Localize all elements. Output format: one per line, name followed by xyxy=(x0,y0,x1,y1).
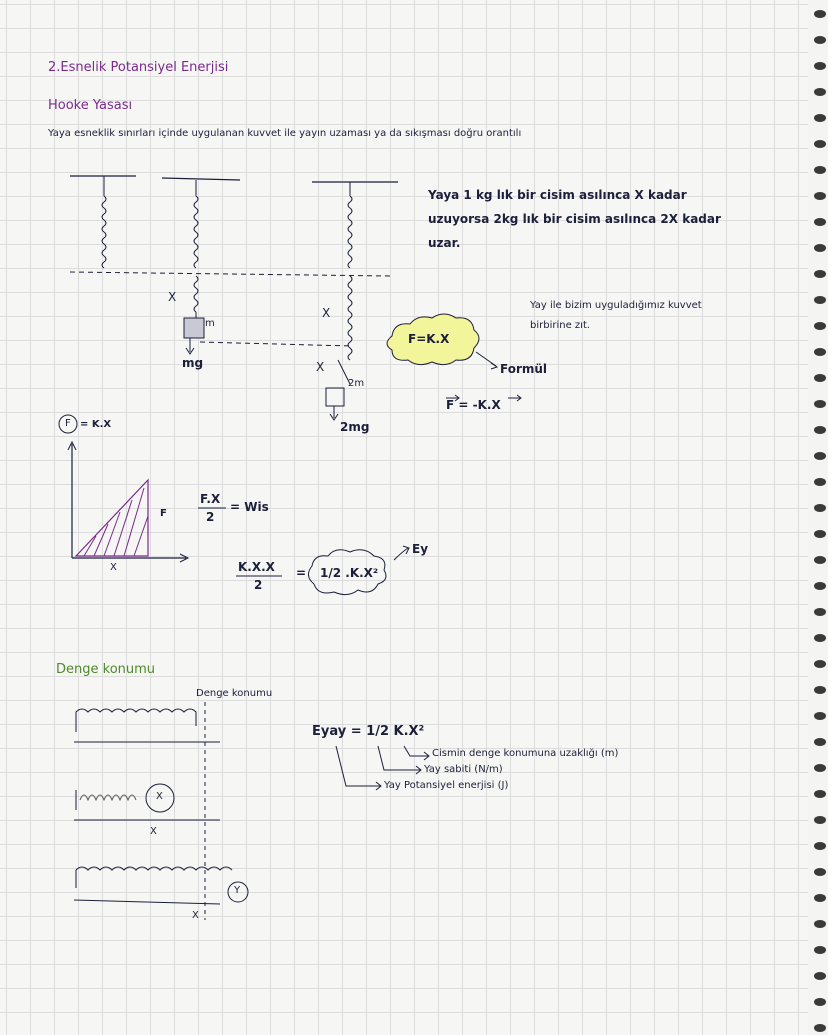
eyay-note3: Yay Potansiyel enerjisi (J) xyxy=(384,780,509,791)
energy-num: K.X.X xyxy=(238,560,275,574)
graph-side-label: F xyxy=(160,508,167,519)
note2-line1: Yay ile bizim uyguladığımız kuvvet xyxy=(530,300,702,311)
twom-label: 2m xyxy=(348,378,365,389)
energy-den: 2 xyxy=(254,578,263,592)
denge-label: Denge konumu xyxy=(196,688,273,699)
denge-y-ball: Y xyxy=(234,885,241,896)
formula-cloud-text: F=K.X xyxy=(408,332,450,346)
graph-y-circle: F xyxy=(65,418,71,429)
hooke-title: Hooke Yasası xyxy=(48,98,133,113)
eyay-note1: Cismin denge konumuna uzaklığı (m) xyxy=(432,748,619,759)
note1-line3: uzar. xyxy=(428,236,461,250)
x-label-b: X xyxy=(322,306,331,320)
work-num: F.X xyxy=(200,492,221,506)
x-label-a: X xyxy=(168,290,177,304)
x-label-c: X xyxy=(316,360,325,374)
denge-title: Denge konumu xyxy=(56,662,156,677)
denge-x-below: X xyxy=(150,826,157,837)
denge-x-bottom: X xyxy=(192,910,199,921)
twomg-label: 2mg xyxy=(340,420,370,434)
work-den: 2 xyxy=(206,510,215,524)
spring-1 xyxy=(102,176,106,268)
note1-line1: Yaya 1 kg lık bir cisim asılınca X kadar xyxy=(428,188,687,202)
energy-cloud-text: 1/2 .K.X² xyxy=(320,566,379,580)
graph-x-label: X xyxy=(110,562,117,573)
hooke-definition: Yaya esneklik sınırları içinde uygulanan kuvvet ile yayın uzaması ya da sıkışması doğru orantılı xyxy=(48,128,522,139)
energy-label: Ey xyxy=(412,542,429,556)
vector-formula: F = -K.X xyxy=(446,398,501,412)
page-heading: 2.Esnelik Potansiyel Enerjisi xyxy=(48,60,229,75)
work-rhs: = Wis xyxy=(230,500,269,514)
eyay-note2: Yay sabiti (N/m) xyxy=(424,764,503,775)
denge-x-ball: X xyxy=(156,791,163,802)
note2-line2: birbirine zıt. xyxy=(530,320,591,331)
eyay-formula: Eyay = 1/2 K.X² xyxy=(312,724,425,739)
graph-y-label: = K.X xyxy=(80,419,112,430)
energy-eq: = xyxy=(296,566,307,580)
formula-label: Formül xyxy=(500,362,548,376)
note1-line2: uzuyorsa 2kg lık bir cisim asılınca 2X kadar xyxy=(428,212,721,226)
spiral-binding xyxy=(806,0,828,1035)
spring-2 xyxy=(184,180,204,354)
mg-label: mg xyxy=(182,356,204,370)
m-label: m xyxy=(205,318,215,329)
